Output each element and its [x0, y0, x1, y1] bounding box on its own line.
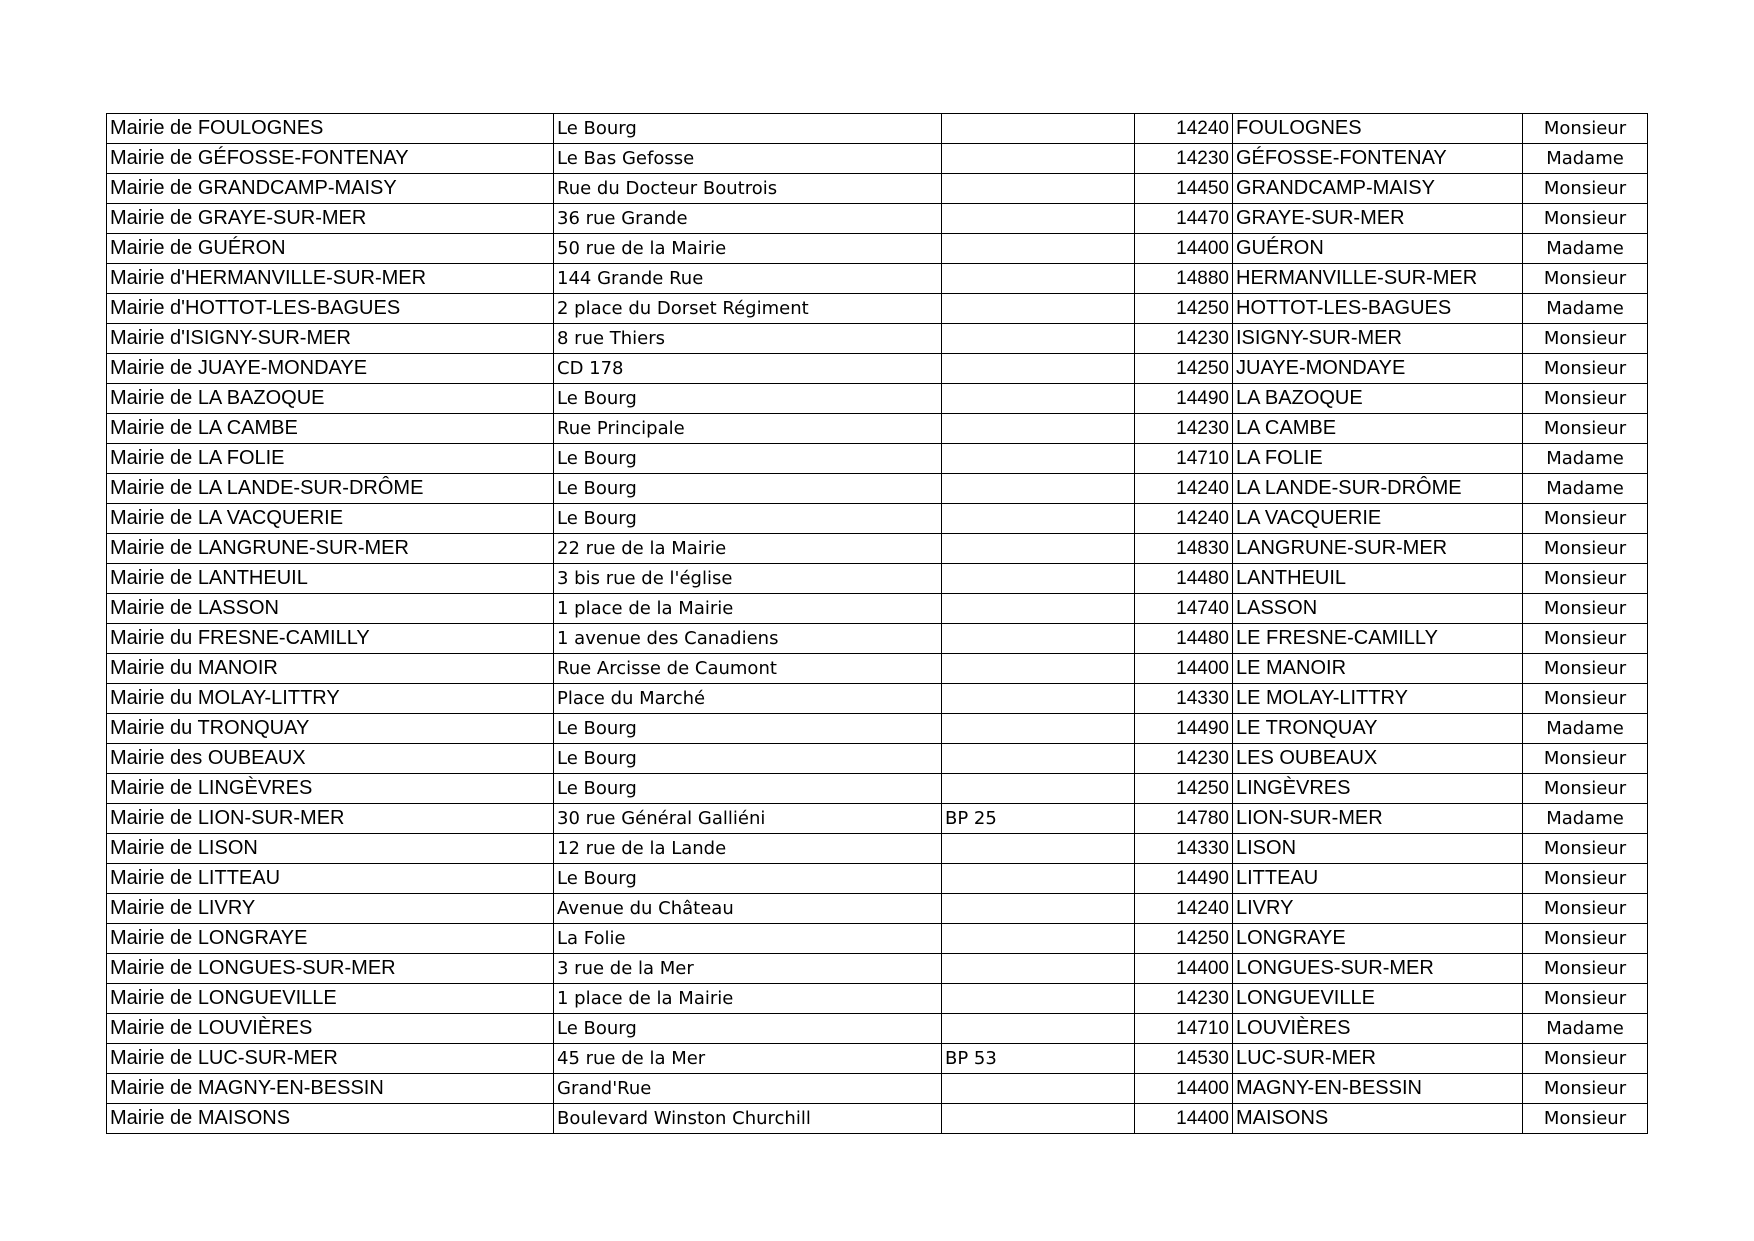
po-box-cell — [942, 234, 1135, 264]
civility-cell: Monsieur — [1523, 384, 1648, 414]
city-cell: MAGNY-EN-BESSIN — [1233, 1074, 1523, 1104]
mairie-name-cell: Mairie d'HOTTOT-LES-BAGUES — [107, 294, 554, 324]
po-box-cell — [942, 1104, 1135, 1134]
civility-cell: Monsieur — [1523, 894, 1648, 924]
civility-cell: Monsieur — [1523, 594, 1648, 624]
mairie-name-cell: Mairie des OUBEAUX — [107, 744, 554, 774]
postal-code-cell: 14450 — [1135, 174, 1233, 204]
table-row — [107, 594, 1648, 624]
po-box-cell — [942, 534, 1135, 564]
civility-cell: Monsieur — [1523, 1104, 1648, 1134]
civility-cell: Monsieur — [1523, 504, 1648, 534]
mairie-name-cell: Mairie d'ISIGNY-SUR-MER — [107, 324, 554, 354]
postal-code-cell: 14330 — [1135, 834, 1233, 864]
address-cell: Le Bourg — [554, 774, 942, 804]
po-box-cell — [942, 744, 1135, 774]
mairie-name-cell: Mairie de LA LANDE-SUR-DRÔME — [107, 474, 554, 504]
city-cell: LION-SUR-MER — [1233, 804, 1523, 834]
mairie-name-cell: Mairie de LUC-SUR-MER — [107, 1044, 554, 1074]
city-cell: LA BAZOQUE — [1233, 384, 1523, 414]
postal-code-cell: 14830 — [1135, 534, 1233, 564]
po-box-cell — [942, 624, 1135, 654]
po-box-cell — [942, 504, 1135, 534]
city-cell: LA LANDE-SUR-DRÔME — [1233, 474, 1523, 504]
civility-cell: Madame — [1523, 294, 1648, 324]
city-cell: LASSON — [1233, 594, 1523, 624]
postal-code-cell: 14780 — [1135, 804, 1233, 834]
city-cell: LA VACQUERIE — [1233, 504, 1523, 534]
mairie-name-cell: Mairie de LONGUEVILLE — [107, 984, 554, 1014]
address-cell: 144 Grande Rue — [554, 264, 942, 294]
postal-code-cell: 14230 — [1135, 144, 1233, 174]
postal-code-cell: 14240 — [1135, 504, 1233, 534]
table-row — [107, 924, 1648, 954]
mairie-name-cell: Mairie de GUÉRON — [107, 234, 554, 264]
mairie-name-cell: Mairie de LINGÈVRES — [107, 774, 554, 804]
postal-code-cell: 14400 — [1135, 954, 1233, 984]
city-cell: GUÉRON — [1233, 234, 1523, 264]
civility-cell: Monsieur — [1523, 264, 1648, 294]
city-cell: LIVRY — [1233, 894, 1523, 924]
address-cell: 1 place de la Mairie — [554, 594, 942, 624]
postal-code-cell: 14230 — [1135, 984, 1233, 1014]
postal-code-cell: 14250 — [1135, 924, 1233, 954]
po-box-cell: BP 53 — [942, 1044, 1135, 1074]
city-cell: LUC-SUR-MER — [1233, 1044, 1523, 1074]
postal-code-cell: 14480 — [1135, 624, 1233, 654]
address-cell: Avenue du Château — [554, 894, 942, 924]
address-cell: Le Bourg — [554, 474, 942, 504]
address-cell: La Folie — [554, 924, 942, 954]
civility-cell: Monsieur — [1523, 924, 1648, 954]
city-cell: ISIGNY-SUR-MER — [1233, 324, 1523, 354]
mairie-name-cell: Mairie de LANTHEUIL — [107, 564, 554, 594]
address-cell: Le Bourg — [554, 714, 942, 744]
table-row — [107, 1044, 1648, 1074]
mairie-name-cell: Mairie de LASSON — [107, 594, 554, 624]
civility-cell: Monsieur — [1523, 744, 1648, 774]
civility-cell: Monsieur — [1523, 834, 1648, 864]
po-box-cell: BP 25 — [942, 804, 1135, 834]
city-cell: LOUVIÈRES — [1233, 1014, 1523, 1044]
table-row — [107, 714, 1648, 744]
postal-code-cell: 14230 — [1135, 324, 1233, 354]
postal-code-cell: 14400 — [1135, 1104, 1233, 1134]
table-row — [107, 834, 1648, 864]
address-cell: Grand'Rue — [554, 1074, 942, 1104]
po-box-cell — [942, 384, 1135, 414]
address-cell: 2 place du Dorset Régiment — [554, 294, 942, 324]
civility-cell: Monsieur — [1523, 414, 1648, 444]
address-cell: Rue du Docteur Boutrois — [554, 174, 942, 204]
address-cell: 50 rue de la Mairie — [554, 234, 942, 264]
civility-cell: Madame — [1523, 804, 1648, 834]
postal-code-cell: 14400 — [1135, 234, 1233, 264]
address-cell: 36 rue Grande — [554, 204, 942, 234]
table-row — [107, 264, 1648, 294]
po-box-cell — [942, 594, 1135, 624]
table-row — [107, 354, 1648, 384]
table-row — [107, 1074, 1648, 1104]
city-cell: GÉFOSSE-FONTENAY — [1233, 144, 1523, 174]
postal-code-cell: 14490 — [1135, 864, 1233, 894]
po-box-cell — [942, 894, 1135, 924]
mairie-name-cell: Mairie de JUAYE-MONDAYE — [107, 354, 554, 384]
civility-cell: Monsieur — [1523, 204, 1648, 234]
po-box-cell — [942, 414, 1135, 444]
mairie-name-cell: Mairie de LA BAZOQUE — [107, 384, 554, 414]
address-cell: 12 rue de la Lande — [554, 834, 942, 864]
postal-code-cell: 14230 — [1135, 744, 1233, 774]
po-box-cell — [942, 324, 1135, 354]
mairie-name-cell: Mairie de MAGNY-EN-BESSIN — [107, 1074, 554, 1104]
po-box-cell — [942, 144, 1135, 174]
civility-cell: Monsieur — [1523, 774, 1648, 804]
table-row — [107, 1014, 1648, 1044]
table-row — [107, 654, 1648, 684]
table-row — [107, 1104, 1648, 1134]
city-cell: LES OUBEAUX — [1233, 744, 1523, 774]
po-box-cell — [942, 564, 1135, 594]
table-row — [107, 894, 1648, 924]
po-box-cell — [942, 174, 1135, 204]
postal-code-cell: 14400 — [1135, 654, 1233, 684]
postal-code-cell: 14250 — [1135, 354, 1233, 384]
table-row — [107, 534, 1648, 564]
po-box-cell — [942, 474, 1135, 504]
po-box-cell — [942, 654, 1135, 684]
mairie-name-cell: Mairie de GRAYE-SUR-MER — [107, 204, 554, 234]
table-row — [107, 204, 1648, 234]
civility-cell: Monsieur — [1523, 534, 1648, 564]
address-cell: Le Bourg — [554, 1014, 942, 1044]
city-cell: LA CAMBE — [1233, 414, 1523, 444]
table-row — [107, 624, 1648, 654]
po-box-cell — [942, 924, 1135, 954]
mairie-name-cell: Mairie de LION-SUR-MER — [107, 804, 554, 834]
civility-cell: Monsieur — [1523, 174, 1648, 204]
mairie-name-cell: Mairie du TRONQUAY — [107, 714, 554, 744]
civility-cell: Madame — [1523, 474, 1648, 504]
civility-cell: Madame — [1523, 144, 1648, 174]
city-cell: MAISONS — [1233, 1104, 1523, 1134]
table-row — [107, 294, 1648, 324]
civility-cell: Monsieur — [1523, 864, 1648, 894]
city-cell: LE MOLAY-LITTRY — [1233, 684, 1523, 714]
table-row — [107, 684, 1648, 714]
postal-code-cell: 14230 — [1135, 414, 1233, 444]
address-cell: 1 avenue des Canadiens — [554, 624, 942, 654]
city-cell: HERMANVILLE-SUR-MER — [1233, 264, 1523, 294]
table-row — [107, 144, 1648, 174]
mairie-name-cell: Mairie de MAISONS — [107, 1104, 554, 1134]
mairie-name-cell: Mairie de FOULOGNES — [107, 114, 554, 144]
civility-cell: Madame — [1523, 234, 1648, 264]
postal-code-cell: 14240 — [1135, 894, 1233, 924]
table-row — [107, 564, 1648, 594]
civility-cell: Madame — [1523, 714, 1648, 744]
mairie-address-table — [106, 113, 1648, 1134]
postal-code-cell: 14240 — [1135, 114, 1233, 144]
table-row — [107, 504, 1648, 534]
postal-code-cell: 14470 — [1135, 204, 1233, 234]
address-cell: 8 rue Thiers — [554, 324, 942, 354]
po-box-cell — [942, 444, 1135, 474]
po-box-cell — [942, 834, 1135, 864]
postal-code-cell: 14710 — [1135, 444, 1233, 474]
address-cell: Le Bourg — [554, 444, 942, 474]
address-cell: Le Bourg — [554, 504, 942, 534]
table-row — [107, 774, 1648, 804]
civility-cell: Monsieur — [1523, 684, 1648, 714]
po-box-cell — [942, 684, 1135, 714]
civility-cell: Monsieur — [1523, 1044, 1648, 1074]
address-cell: CD 178 — [554, 354, 942, 384]
address-cell: Rue Arcisse de Caumont — [554, 654, 942, 684]
city-cell: LE MANOIR — [1233, 654, 1523, 684]
po-box-cell — [942, 984, 1135, 1014]
mairie-name-cell: Mairie de GRANDCAMP-MAISY — [107, 174, 554, 204]
postal-code-cell: 14880 — [1135, 264, 1233, 294]
address-cell: 22 rue de la Mairie — [554, 534, 942, 564]
mairie-name-cell: Mairie de LA CAMBE — [107, 414, 554, 444]
city-cell: LE TRONQUAY — [1233, 714, 1523, 744]
address-cell: Le Bourg — [554, 384, 942, 414]
postal-code-cell: 14490 — [1135, 714, 1233, 744]
postal-code-cell: 14240 — [1135, 474, 1233, 504]
mairie-name-cell: Mairie de LITTEAU — [107, 864, 554, 894]
civility-cell: Madame — [1523, 444, 1648, 474]
city-cell: LONGRAYE — [1233, 924, 1523, 954]
po-box-cell — [942, 264, 1135, 294]
po-box-cell — [942, 864, 1135, 894]
table-row — [107, 954, 1648, 984]
civility-cell: Monsieur — [1523, 324, 1648, 354]
civility-cell: Monsieur — [1523, 1074, 1648, 1104]
po-box-cell — [942, 294, 1135, 324]
postal-code-cell: 14250 — [1135, 294, 1233, 324]
city-cell: LANGRUNE-SUR-MER — [1233, 534, 1523, 564]
mairie-name-cell: Mairie du FRESNE-CAMILLY — [107, 624, 554, 654]
po-box-cell — [942, 354, 1135, 384]
address-cell: Le Bourg — [554, 744, 942, 774]
address-cell: Place du Marché — [554, 684, 942, 714]
city-cell: LITTEAU — [1233, 864, 1523, 894]
mairie-name-cell: Mairie de LONGRAYE — [107, 924, 554, 954]
table-row — [107, 804, 1648, 834]
city-cell: HOTTOT-LES-BAGUES — [1233, 294, 1523, 324]
mairie-name-cell: Mairie de LONGUES-SUR-MER — [107, 954, 554, 984]
table-row — [107, 864, 1648, 894]
address-cell: Boulevard Winston Churchill — [554, 1104, 942, 1134]
address-cell: 3 bis rue de l'église — [554, 564, 942, 594]
city-cell: LINGÈVRES — [1233, 774, 1523, 804]
po-box-cell — [942, 114, 1135, 144]
mairie-name-cell: Mairie d'HERMANVILLE-SUR-MER — [107, 264, 554, 294]
civility-cell: Monsieur — [1523, 114, 1648, 144]
table-row — [107, 414, 1648, 444]
postal-code-cell: 14400 — [1135, 1074, 1233, 1104]
table-row — [107, 474, 1648, 504]
table-row — [107, 384, 1648, 414]
city-cell: LANTHEUIL — [1233, 564, 1523, 594]
postal-code-cell: 14250 — [1135, 774, 1233, 804]
postal-code-cell: 14740 — [1135, 594, 1233, 624]
mairie-name-cell: Mairie de LANGRUNE-SUR-MER — [107, 534, 554, 564]
city-cell: FOULOGNES — [1233, 114, 1523, 144]
civility-cell: Monsieur — [1523, 564, 1648, 594]
city-cell: LONGUEVILLE — [1233, 984, 1523, 1014]
postal-code-cell: 14530 — [1135, 1044, 1233, 1074]
address-cell: 3 rue de la Mer — [554, 954, 942, 984]
city-cell: LE FRESNE-CAMILLY — [1233, 624, 1523, 654]
po-box-cell — [942, 204, 1135, 234]
civility-cell: Monsieur — [1523, 624, 1648, 654]
civility-cell: Monsieur — [1523, 984, 1648, 1014]
po-box-cell — [942, 714, 1135, 744]
table-row — [107, 234, 1648, 264]
table-row — [107, 444, 1648, 474]
city-cell: GRAYE-SUR-MER — [1233, 204, 1523, 234]
city-cell: JUAYE-MONDAYE — [1233, 354, 1523, 384]
mairie-name-cell: Mairie de LIVRY — [107, 894, 554, 924]
mairie-name-cell: Mairie de LOUVIÈRES — [107, 1014, 554, 1044]
address-cell: Le Bourg — [554, 864, 942, 894]
civility-cell: Madame — [1523, 1014, 1648, 1044]
mairie-name-cell: Mairie de LA FOLIE — [107, 444, 554, 474]
po-box-cell — [942, 1014, 1135, 1044]
postal-code-cell: 14490 — [1135, 384, 1233, 414]
po-box-cell — [942, 954, 1135, 984]
city-cell: GRANDCAMP-MAISY — [1233, 174, 1523, 204]
civility-cell: Monsieur — [1523, 354, 1648, 384]
city-cell: LISON — [1233, 834, 1523, 864]
mairie-name-cell: Mairie du MANOIR — [107, 654, 554, 684]
postal-code-cell: 14330 — [1135, 684, 1233, 714]
mairie-name-cell: Mairie du MOLAY-LITTRY — [107, 684, 554, 714]
mairie-name-cell: Mairie de LA VACQUERIE — [107, 504, 554, 534]
mairie-name-cell: Mairie de GÉFOSSE-FONTENAY — [107, 144, 554, 174]
table-row — [107, 324, 1648, 354]
city-cell: LA FOLIE — [1233, 444, 1523, 474]
table-row — [107, 174, 1648, 204]
postal-code-cell: 14480 — [1135, 564, 1233, 594]
table-row — [107, 744, 1648, 774]
mairie-name-cell: Mairie de LISON — [107, 834, 554, 864]
address-cell: Le Bas Gefosse — [554, 144, 942, 174]
civility-cell: Monsieur — [1523, 954, 1648, 984]
city-cell: LONGUES-SUR-MER — [1233, 954, 1523, 984]
table-row — [107, 114, 1648, 144]
address-cell: 30 rue Général Galliéni — [554, 804, 942, 834]
address-cell: 1 place de la Mairie — [554, 984, 942, 1014]
table-row — [107, 984, 1648, 1014]
postal-code-cell: 14710 — [1135, 1014, 1233, 1044]
po-box-cell — [942, 774, 1135, 804]
civility-cell: Monsieur — [1523, 654, 1648, 684]
table-body — [107, 114, 1648, 1134]
po-box-cell — [942, 1074, 1135, 1104]
address-cell: 45 rue de la Mer — [554, 1044, 942, 1074]
address-cell: Le Bourg — [554, 114, 942, 144]
address-cell: Rue Principale — [554, 414, 942, 444]
